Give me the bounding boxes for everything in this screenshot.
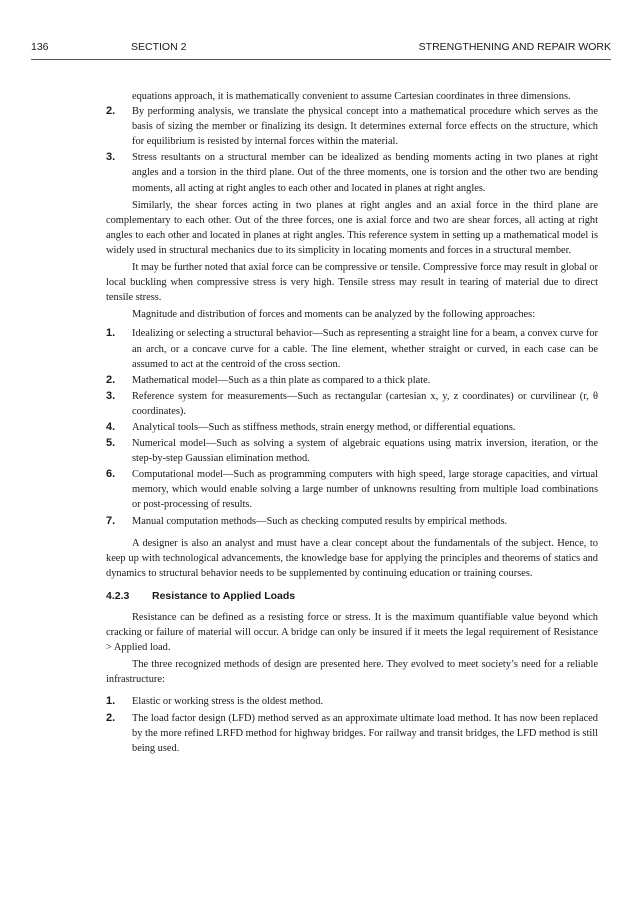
list-number: 2. bbox=[106, 711, 116, 724]
list-number: 2. bbox=[106, 105, 116, 118]
list-text: Mathematical model—Such as a thin plate as compared to a thick plate. bbox=[132, 374, 431, 386]
page-number: 136 bbox=[31, 41, 49, 53]
list-number: 3. bbox=[106, 389, 116, 402]
list-text: Elastic or working stress is the oldest method. bbox=[132, 696, 324, 708]
paragraph: Similarly, the shear forces acting in two planes at right angles and an axial force in the third plane are complementary to each other. Out of the three forces, one is axial force and two are shear forces, all acting at right angles to each other and located in planes at right angles. This reference system in setting up a mathematical model is widely used in structural mechanics due to its simplicity in locating moments and forces in a structural member. bbox=[106, 199, 598, 256]
body-text bbox=[106, 89, 598, 757]
section-label: SECTION 2 bbox=[131, 41, 187, 53]
list-text: Idealizing or selecting a structural behavior—Such as representing a straight line for a beam, a convex curve for an arch, or a concave curve for a cable. The line element, whether straight or curved, in each case can be assumed to act at the centroid of the cross section. bbox=[132, 328, 598, 370]
list-item bbox=[106, 514, 598, 529]
header-rule bbox=[31, 59, 611, 60]
paragraph: It may be further noted that axial force can be compressive or tensile. Compressive force may result in global or local buckling when compressive stress is very high. Tensile stress may result in tearing of material due to direct tensile stress. bbox=[106, 262, 598, 304]
list-item bbox=[106, 150, 598, 195]
list-number: 1. bbox=[106, 327, 116, 340]
paragraph: Magnitude and distribution of forces and moments can be analyzed by the following approaches: bbox=[132, 309, 536, 321]
list-text: By performing analysis, we translate the physical concept into a mathematical procedure which serves as the basis of sizing the member or finalizing its design. It determines external force effects on the structure, which for equilibrium is resisted by internal forces within the material. bbox=[132, 106, 598, 148]
list-number: 5. bbox=[106, 437, 116, 450]
list-text: Computational model—Such as programming computers with high speed, large storage capacities, and virtual memory, which would enable solving a large number of unknowns resulting from multiple load combinations or post-processing of results. bbox=[132, 469, 598, 511]
list-number: 1. bbox=[106, 695, 116, 708]
page-header bbox=[31, 41, 611, 57]
list-number: 6. bbox=[106, 468, 116, 481]
list-text: The load factor design (LFD) method served as an approximate ultimate load method. It has now been replaced by the more refined LRFD method for highway bridges. For railway and transit bridges, the LFD method is still being used. bbox=[132, 712, 598, 754]
list-text: Numerical model—Such as solving a system of algebraic equations using matrix inversion, iteration, or the step-by-step Gaussian elimination method. bbox=[132, 438, 598, 465]
subsection-heading bbox=[106, 589, 598, 604]
subsection-number: 4.2.3 bbox=[106, 589, 130, 602]
list-item bbox=[106, 467, 598, 512]
running-title: STRENGTHENING AND REPAIR WORK bbox=[418, 41, 611, 53]
list-item bbox=[106, 711, 598, 756]
list-item bbox=[106, 373, 598, 388]
list-text: Analytical tools—Such as stiffness methods, strain energy method, or differential equations. bbox=[132, 421, 516, 433]
list-text: Stress resultants on a structural member can be idealized as bending moments acting in two planes at right angles and a torsion in the third plane. Out of the three moments, one is torsion and the other two are bending moments, all acting at right angles to each other and located in planes at right angles. bbox=[132, 152, 598, 194]
list-text: Manual computation methods—Such as checking computed results by empirical methods. bbox=[132, 515, 508, 527]
subsection-title: Resistance to Applied Loads bbox=[152, 589, 296, 602]
list-item bbox=[106, 420, 598, 435]
paragraph: A designer is also an analyst and must have a clear concept about the fundamentals of the subject. Hence, to keep up with technological advancements, the knowledge base for applying the principles and theorems of statics and dynamics to structural behavior needs to be supplemented by continuing education or training courses. bbox=[106, 537, 598, 579]
spacer bbox=[132, 687, 598, 694]
list-number: 7. bbox=[106, 514, 116, 527]
spacer bbox=[132, 530, 598, 534]
list-text: Reference system for measurements—Such as rectangular (cartesian x, y, z coordinates) or curvilinear (r, θ coordinates). bbox=[132, 390, 598, 417]
list-item bbox=[106, 326, 598, 371]
list-item bbox=[106, 436, 598, 466]
paragraph: The three recognized methods of design are presented here. They evolved to meet society’s need for a reliable infrastructure: bbox=[106, 659, 598, 686]
paragraph: Resistance can be defined as a resisting force or stress. It is the maximum quantifiable value beyond which cracking or failure of material will occur. A bridge can only be insured if it meets the legal requirement of Resistance > Applied load. bbox=[106, 612, 598, 654]
list-item bbox=[106, 389, 598, 419]
list-item bbox=[106, 104, 598, 149]
list-item bbox=[106, 694, 598, 709]
list-number: 2. bbox=[106, 373, 116, 386]
list-number: 3. bbox=[106, 151, 116, 164]
list-number: 4. bbox=[106, 420, 116, 433]
continuation-paragraph: equations approach, it is mathematically convenient to assume Cartesian coordinates in three dimensions. bbox=[132, 91, 571, 102]
